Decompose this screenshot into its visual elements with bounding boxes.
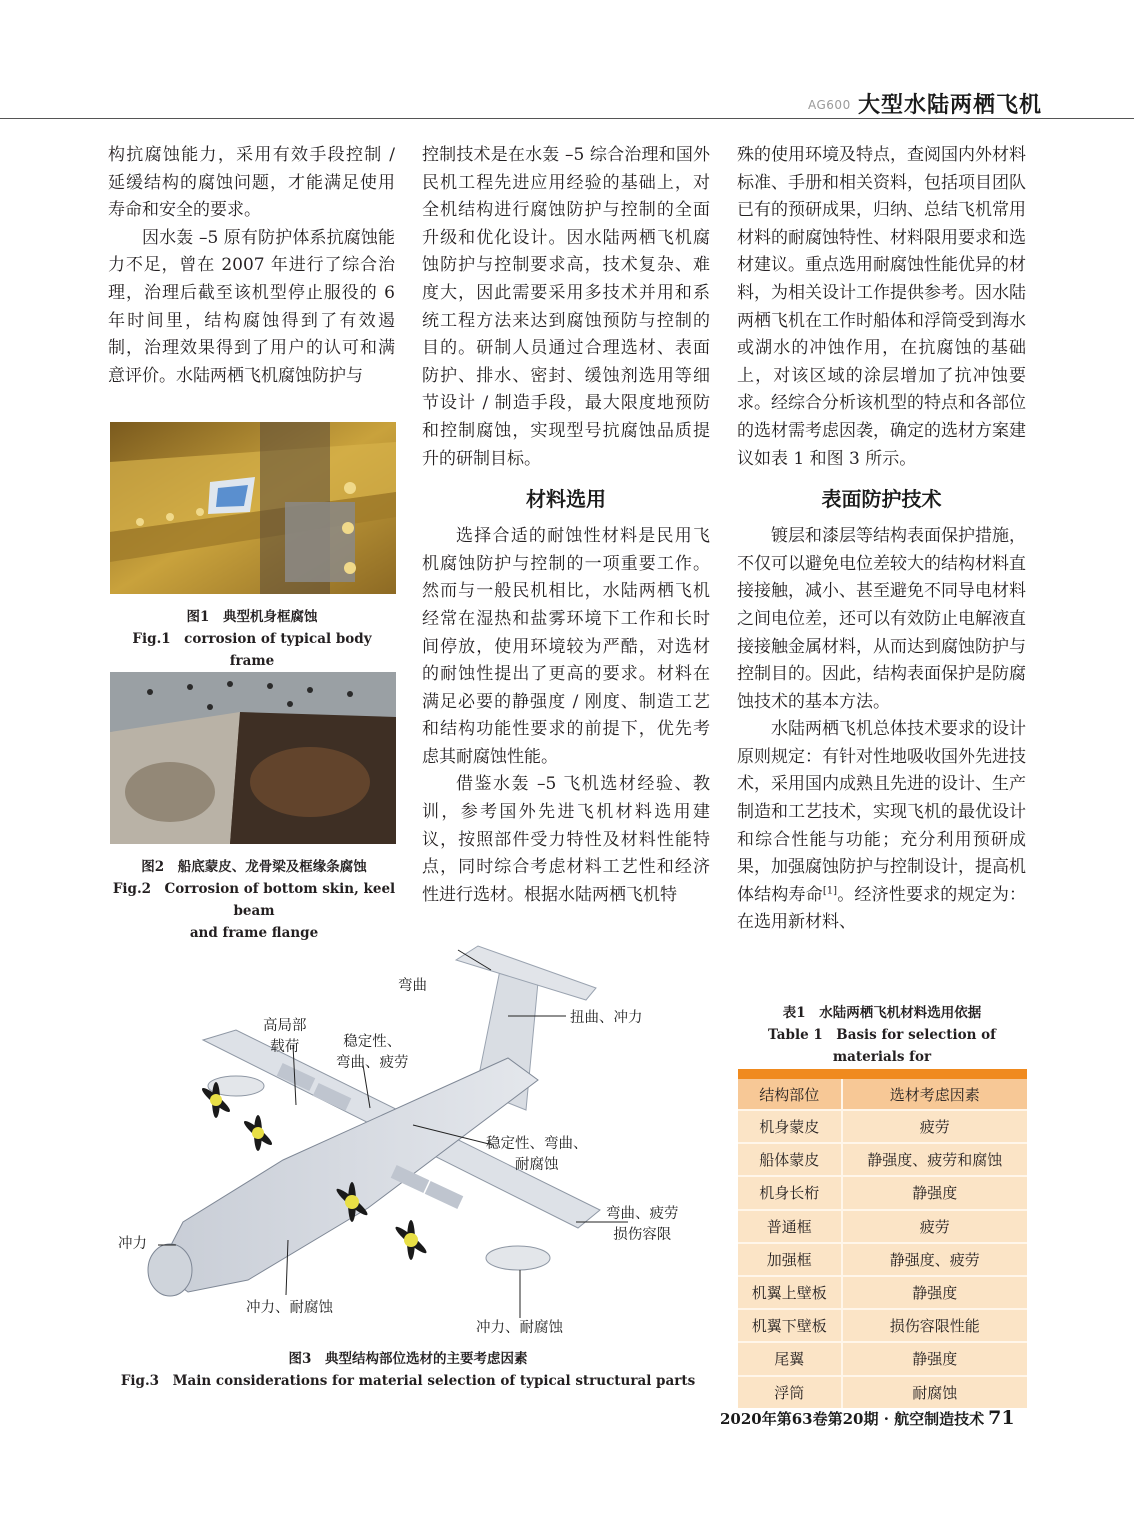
label-impact-corrosion-float: 冲力、耐腐蚀 — [476, 1320, 563, 1336]
table-top-bar — [738, 1069, 1027, 1079]
figure-1-photo — [110, 422, 396, 594]
table-cell-factor: 损伤容限性能 — [842, 1309, 1027, 1342]
table-cell-factor: 疲劳 — [842, 1210, 1027, 1243]
table-header-part: 结构部位 — [738, 1079, 842, 1110]
table-cell-part: 尾翼 — [738, 1342, 842, 1375]
col3-paragraph-3 — [737, 716, 1026, 937]
col2-paragraph-3: 借鉴水轰 –5 飞机选材经验、教训，参考国外先进飞机材料选用建议，按照部件受力特性及材料性能特点，同时综合考虑材料工艺性和经济性进行选材。根据水陆两栖飞机特 — [422, 774, 710, 905]
label-stability-line-2: 弯曲、疲劳 — [336, 1055, 409, 1071]
table-row — [738, 1210, 1027, 1243]
table-cell-part: 机翼下壁板 — [738, 1309, 842, 1342]
col3-paragraph-3-tail: 。经济性要求的规定为：在选用新材料、 — [737, 884, 1027, 933]
table-row — [738, 1309, 1027, 1342]
figure-2-caption-en-2: and frame flange — [189, 925, 319, 941]
figure-3-caption — [118, 1348, 698, 1392]
label-stability-bending-fatigue — [336, 1032, 409, 1074]
label-torsion-impact: 扭曲、冲力 — [570, 1010, 643, 1026]
label-bending-fatigue-line-1: 弯曲、疲劳 — [606, 1206, 679, 1222]
table-cell-part: 机身蒙皮 — [738, 1110, 842, 1143]
figure-3-caption-en: Fig.3 Main considerations for material selection of typical structural parts — [120, 1373, 696, 1389]
table-cell-part: 机身长桁 — [738, 1176, 842, 1209]
table-1-caption-cn: 表1 水陆两栖飞机材料选用依据 — [782, 1005, 982, 1021]
table-cell-factor: 耐腐蚀 — [842, 1376, 1027, 1408]
reference-marker: [1] — [822, 885, 838, 897]
figure-2-photo — [110, 672, 396, 844]
table-cell-part: 普通框 — [738, 1210, 842, 1243]
label-high-local-load — [263, 1016, 307, 1058]
table-cell-factor: 疲劳 — [842, 1110, 1027, 1143]
label-impact-corrosion-hull: 冲力、耐腐蚀 — [246, 1300, 333, 1316]
col3-paragraph-1: 殊的使用环境及特点，查阅国内外材料标准、手册和相关资料，包括项目团队已有的预研成果，归纳、总结飞机常用材料的耐腐蚀特性、材料限用要求和选材建议。重点选用耐腐蚀性能优异的材料，为相关设计工作提供参考。因水陆两栖飞机在工作时船体和浮筒受到海水或湖水的冲蚀作用，在抗腐蚀的基础上，对该区域的涂层增加了抗冲蚀要求。经综合分析该机型的特点和各部位的选材需考虑因袭，确定的选材方案建议如表 1 和图 3 所示。 — [737, 145, 1026, 469]
label-bending-fatigue-line-2: 损伤容限 — [613, 1227, 672, 1243]
figure-3-diagram — [108, 940, 708, 1340]
column-2 — [422, 142, 710, 909]
table-cell-factor: 静强度 — [842, 1342, 1027, 1375]
journal-info: 2020年第63卷第20期 · 航空制造技术 — [720, 1410, 985, 1428]
table-row — [738, 1243, 1027, 1276]
col3-paragraph-2: 镀层和漆层等结构表面保护措施，不仅可以避免电位差较大的结构材料直接接触，减小、甚至避免不同导电材料之间电位差，还可以有效防止电解液直接接触金属材料，从而达到腐蚀防护与控制目的。因此，结构表面保护是防腐蚀技术的基本方法。 — [737, 526, 1026, 712]
col2-paragraph-1: 控制技术是在水轰 –5 综合治理和国外民机工程先进应用经验的基础上，对全机结构进行腐蚀防护与控制的全面升级和优化设计。因水陆两栖飞机腐蚀防护与控制要求高，技术复杂、难度大，因此需要采用多技术并用和系统工程方法来达到腐蚀预防与控制的目的。研制人员通过合理选材、表面防护、排水、密封、缓蚀剂选用等细节设计 / 制造手段，最大限度地预防和控制腐蚀，实现型号抗腐蚀品质提升的研制目标。 — [422, 145, 710, 469]
figure-2-caption — [108, 856, 400, 944]
table-cell-factor: 静强度、疲劳和腐蚀 — [842, 1143, 1027, 1176]
label-stability-corrosion-line-2: 耐腐蚀 — [515, 1157, 559, 1173]
table-header-factor: 选材考虑因素 — [842, 1079, 1027, 1110]
header-tag: AG600 — [808, 98, 851, 112]
table-row — [738, 1376, 1027, 1408]
header-rule — [0, 118, 1134, 119]
table-row — [738, 1342, 1027, 1375]
table-row — [738, 1276, 1027, 1309]
col1-paragraph-2: 因水轰 –5 原有防护体系抗腐蚀能力不足，曾在 2007 年进行了综合治理，治理后截至该机型停止服役的 6 年时间里，结构腐蚀得到了有效遏制，治理效果得到了用户的认可和满意评价。水陆两栖飞机腐蚀防护与 — [108, 227, 395, 386]
table-1 — [738, 1069, 1027, 1408]
column-1 — [108, 142, 395, 390]
table-row — [738, 1143, 1027, 1176]
table-cell-part: 船体蒙皮 — [738, 1143, 842, 1176]
figure-1-caption — [108, 606, 396, 672]
col1-paragraph-1: 构抗腐蚀能力，采用有效手段控制 / 延缓结构的腐蚀问题，才能满足使用寿命和安全的要求。 — [108, 145, 395, 221]
label-impact-nose: 冲力 — [118, 1236, 147, 1252]
col2-paragraph-2: 选择合适的耐蚀性材料是民用飞机腐蚀防护与控制的一项重要工作。然而与一般民机相比，水陆两栖飞机经常在湿热和盐雾环境下工作和长时间停放，使用环境较为严酷，对选材的耐蚀性提出了更高的要求。材料在满足必要的静强度 / 刚度、制造工艺和结构功能性要求的前提下，优先考虑其耐腐蚀性能。 — [422, 526, 710, 767]
label-high-local-load-line-2: 载荷 — [270, 1039, 300, 1055]
page-number: 71 — [988, 1407, 1015, 1429]
table-row — [738, 1110, 1027, 1143]
label-stability-corrosion-line-1: 稳定性、弯曲、 — [486, 1136, 588, 1152]
figure-1-caption-cn: 图1 典型机身框腐蚀 — [186, 609, 318, 625]
table-cell-factor: 静强度、疲劳 — [842, 1243, 1027, 1276]
table-1-caption-en-1: Table 1 Basis for selection of materials for — [768, 1027, 996, 1065]
figure-2-caption-en-1: Fig.2 Corrosion of bottom skin, keel beam — [112, 881, 396, 919]
col3-paragraph-3-text: 水陆两栖飞机总体技术要求的设计原则规定：有针对性地吸收国外先进技术，采用国内成熟且先进的设计、生产制造和工艺技术，实现飞机的最优设计和综合性能与功能；充分利用预研成果，加强腐蚀防护与控制设计，提高机体结构寿命 — [737, 719, 1026, 905]
figure-2-caption-cn: 图2 船底蒙皮、龙骨梁及框缘条腐蚀 — [141, 859, 367, 875]
page-footer — [720, 1407, 1015, 1429]
section-heading-surface-protection: 表面防护技术 — [821, 487, 942, 512]
section-heading-materials: 材料选用 — [526, 487, 606, 512]
column-3 — [737, 142, 1026, 937]
table-row — [738, 1176, 1027, 1209]
figure-1-caption-en: Fig.1 corrosion of typical body frame — [132, 631, 372, 669]
label-stability-line-1: 稳定性、 — [343, 1034, 402, 1050]
label-stability-corrosion — [486, 1134, 588, 1176]
label-bending-tail: 弯曲 — [398, 978, 427, 994]
table-cell-factor: 静强度 — [842, 1176, 1027, 1209]
figure-3-caption-cn: 图3 典型结构部位选材的主要考虑因素 — [288, 1351, 528, 1367]
label-high-local-load-line-1: 高局部 — [263, 1018, 307, 1034]
table-cell-part: 浮筒 — [738, 1376, 842, 1408]
table-cell-part: 机翼上壁板 — [738, 1276, 842, 1309]
header-title: 大型水陆两栖飞机 — [858, 93, 1043, 118]
table-cell-part: 加强框 — [738, 1243, 842, 1276]
table-cell-factor: 静强度 — [842, 1276, 1027, 1309]
label-bending-fatigue-damage — [606, 1204, 679, 1246]
